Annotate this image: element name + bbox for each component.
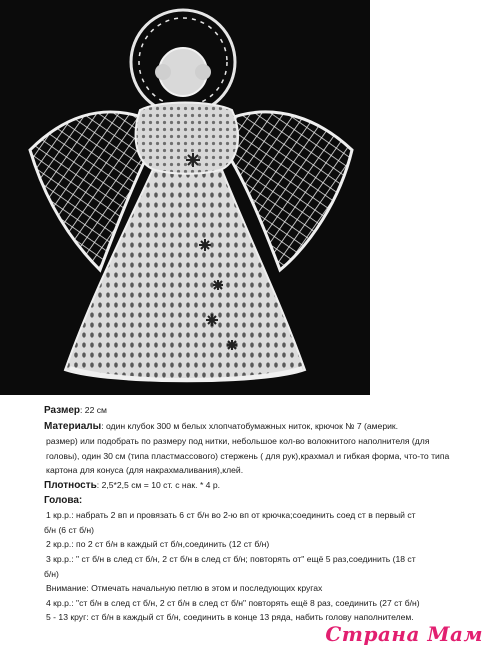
cape [136,103,238,174]
size-label: Размер [44,405,81,416]
head-row-2: 2 кр.р.: по 2 ст б/н в каждый ст б/н,соединить (12 ст б/н) [46,539,270,550]
density-line [44,478,484,494]
materials-line-4: картона для конуса (для накрахмаливания),клей. [46,465,244,476]
materials-line-1: Материалы: один клубок 300 м белых хлопчатобумажных ниток, крючок № 7 (америк. [44,420,399,432]
angel-photo [0,0,370,395]
head-row-3-cont: б/н) [44,568,59,579]
size-line [44,403,484,419]
strana-mam-watermark: Страна Мам [325,622,483,646]
head-heading: Голова: [44,494,83,506]
head-row-5-13: 5 - 13 круг: ст б/н в каждый ст б/н, соединить в конце 13 ряда, набить голову наполнителем. [46,612,414,623]
head-note: Внимание: Отмечать начальную петлю в этом и последующих кругах [46,583,323,594]
density-label: Плотность [44,479,97,491]
materials-line-2: размер) или подобрать по размеру под нитки, небольшое кол-во волокнитого наполнителя (для [46,436,430,447]
head-row-4: 4 кр.р.: "ст б/н в след ст б/н, 2 ст б/н в след ст б/н" повторять ещё 8 раз, соединить (27 ст б/н) [46,597,420,608]
head-row-3: 3 кр.р.: " ст б/н в след ст б/н, 2 ст б/н в след ст б/н; повторять от" ещё 5 раз,соединить (18 ст [46,553,416,564]
crochet-angel-illustration [0,0,370,395]
size-value: : 22 см [80,405,107,415]
pattern-text [44,403,484,625]
density-value: : 2,5*2,5 см = 10 ст. с нак. * 4 р. [96,479,221,490]
head-row-1: 1 кр.р.: набрать 2 вп и провязать 6 ст б/н во 2-ю вп от крючка;соединить соед ст в первый ст [46,510,416,521]
materials-line-3: головы), один 30 см (типа пластмассового) стержень ( для рук),крахмал и гибкая форма, что-то типа [46,450,450,461]
head-row-1-cont: б/н (6 ст б/н) [44,524,95,535]
materials-label: Материалы [44,420,102,432]
